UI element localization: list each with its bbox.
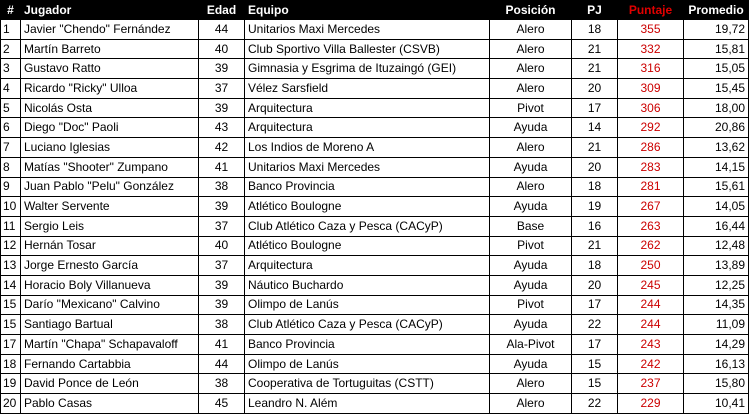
- cell-player: Matías "Shooter" Zumpano: [21, 157, 199, 177]
- cell-player: Hernán Tosar: [21, 236, 199, 256]
- cell-games: 15: [572, 374, 618, 394]
- table-row: [1, 256, 749, 276]
- cell-num: 1: [1, 20, 21, 40]
- cell-player: Martín "Chapa" Schapavaloff: [21, 335, 199, 355]
- cell-age: 45: [199, 394, 245, 414]
- cell-games: 14: [572, 118, 618, 138]
- cell-age: 38: [199, 315, 245, 335]
- table-header: [1, 1, 749, 20]
- cell-points: 316: [618, 59, 684, 79]
- cell-player: Pablo Casas: [21, 394, 199, 414]
- cell-team: Arquitectura: [245, 98, 490, 118]
- cell-team: Olimpo de Lanús: [245, 354, 490, 374]
- cell-games: 21: [572, 138, 618, 158]
- cell-age: 41: [199, 157, 245, 177]
- cell-games: 17: [572, 295, 618, 315]
- cell-games: 18: [572, 20, 618, 40]
- cell-points: 267: [618, 197, 684, 217]
- cell-age: 44: [199, 20, 245, 40]
- cell-player: Fernando Cartabbia: [21, 354, 199, 374]
- cell-num: 10: [1, 197, 21, 217]
- cell-player: David Ponce de León: [21, 374, 199, 394]
- header-games: PJ: [572, 1, 618, 20]
- cell-age: 40: [199, 39, 245, 59]
- cell-player: Santiago Bartual: [21, 315, 199, 335]
- table-row: [1, 59, 749, 79]
- cell-player: Walter Servente: [21, 197, 199, 217]
- cell-points: 245: [618, 275, 684, 295]
- table-row: [1, 157, 749, 177]
- cell-player: Nicolás Osta: [21, 98, 199, 118]
- cell-age: 39: [199, 197, 245, 217]
- cell-points: 262: [618, 236, 684, 256]
- cell-average: 20,86: [684, 118, 749, 138]
- cell-games: 21: [572, 59, 618, 79]
- cell-num: 15: [1, 295, 21, 315]
- table-row: [1, 216, 749, 236]
- cell-games: 22: [572, 394, 618, 414]
- cell-player: Darío "Mexicano" Calvino: [21, 295, 199, 315]
- cell-position: Ayuda: [490, 197, 572, 217]
- cell-games: 18: [572, 256, 618, 276]
- cell-team: Club Atlético Caza y Pesca (CACyP): [245, 216, 490, 236]
- cell-player: Sergio Leis: [21, 216, 199, 236]
- cell-games: 20: [572, 275, 618, 295]
- header-age: Edad: [199, 1, 245, 20]
- cell-team: Unitarios Maxi Mercedes: [245, 20, 490, 40]
- cell-points: 263: [618, 216, 684, 236]
- cell-position: Ayuda: [490, 118, 572, 138]
- cell-average: 13,89: [684, 256, 749, 276]
- header-average: Promedio: [684, 1, 749, 20]
- cell-games: 15: [572, 354, 618, 374]
- cell-team: Banco Provincia: [245, 177, 490, 197]
- cell-age: 43: [199, 118, 245, 138]
- cell-points: 237: [618, 374, 684, 394]
- cell-average: 12,48: [684, 236, 749, 256]
- cell-average: 15,61: [684, 177, 749, 197]
- cell-team: Leandro N. Além: [245, 394, 490, 414]
- cell-num: 12: [1, 236, 21, 256]
- table-row: [1, 236, 749, 256]
- header-points: Puntaje: [618, 1, 684, 20]
- cell-team: Atlético Boulogne: [245, 236, 490, 256]
- cell-num: 20: [1, 394, 21, 414]
- cell-num: 15: [1, 315, 21, 335]
- cell-games: 20: [572, 79, 618, 99]
- cell-num: 5: [1, 98, 21, 118]
- cell-points: 242: [618, 354, 684, 374]
- cell-age: 39: [199, 98, 245, 118]
- cell-position: Ayuda: [490, 315, 572, 335]
- table-row: [1, 39, 749, 59]
- cell-age: 42: [199, 138, 245, 158]
- cell-age: 38: [199, 177, 245, 197]
- table-row: [1, 295, 749, 315]
- cell-average: 14,29: [684, 335, 749, 355]
- cell-player: Javier "Chendo" Fernández: [21, 20, 199, 40]
- cell-team: Vélez Sarsfield: [245, 79, 490, 99]
- table-row: [1, 177, 749, 197]
- cell-age: 44: [199, 354, 245, 374]
- table-body: [1, 20, 749, 414]
- cell-average: 12,25: [684, 275, 749, 295]
- cell-num: 13: [1, 256, 21, 276]
- cell-num: 2: [1, 39, 21, 59]
- cell-games: 20: [572, 157, 618, 177]
- cell-team: Los Indios de Moreno A: [245, 138, 490, 158]
- cell-points: 229: [618, 394, 684, 414]
- table-row: [1, 79, 749, 99]
- cell-num: 19: [1, 374, 21, 394]
- cell-num: 18: [1, 354, 21, 374]
- table-row: [1, 275, 749, 295]
- table-row: [1, 335, 749, 355]
- cell-position: Pivot: [490, 295, 572, 315]
- cell-num: 14: [1, 275, 21, 295]
- header-player: Jugador: [21, 1, 199, 20]
- cell-position: Alero: [490, 394, 572, 414]
- header-num: #: [1, 1, 21, 20]
- cell-position: Ayuda: [490, 275, 572, 295]
- cell-age: 41: [199, 335, 245, 355]
- cell-age: 40: [199, 236, 245, 256]
- table-row: [1, 98, 749, 118]
- cell-team: Arquitectura: [245, 256, 490, 276]
- cell-player: Diego "Doc" Paoli: [21, 118, 199, 138]
- cell-player: Juan Pablo "Pelu" González: [21, 177, 199, 197]
- cell-player: Gustavo Ratto: [21, 59, 199, 79]
- cell-games: 22: [572, 315, 618, 335]
- cell-points: 283: [618, 157, 684, 177]
- cell-points: 244: [618, 295, 684, 315]
- table-row: [1, 354, 749, 374]
- cell-average: 15,81: [684, 39, 749, 59]
- cell-age: 38: [199, 374, 245, 394]
- cell-position: Ayuda: [490, 256, 572, 276]
- cell-average: 15,80: [684, 374, 749, 394]
- cell-games: 21: [572, 236, 618, 256]
- cell-average: 19,72: [684, 20, 749, 40]
- cell-team: Atlético Boulogne: [245, 197, 490, 217]
- cell-average: 18,00: [684, 98, 749, 118]
- cell-points: 292: [618, 118, 684, 138]
- cell-num: 11: [1, 216, 21, 236]
- table-row: [1, 118, 749, 138]
- cell-position: Pivot: [490, 236, 572, 256]
- cell-player: Martín Barreto: [21, 39, 199, 59]
- cell-team: Club Sportivo Villa Ballester (CSVB): [245, 39, 490, 59]
- cell-points: 355: [618, 20, 684, 40]
- header-row: [1, 1, 749, 20]
- cell-position: Ayuda: [490, 354, 572, 374]
- table-row: [1, 20, 749, 40]
- cell-team: Olimpo de Lanús: [245, 295, 490, 315]
- cell-team: Unitarios Maxi Mercedes: [245, 157, 490, 177]
- cell-position: Ayuda: [490, 157, 572, 177]
- cell-age: 37: [199, 256, 245, 276]
- cell-position: Alero: [490, 20, 572, 40]
- cell-team: Náutico Buchardo: [245, 275, 490, 295]
- cell-position: Alero: [490, 177, 572, 197]
- table-row: [1, 394, 749, 414]
- cell-games: 21: [572, 39, 618, 59]
- cell-age: 39: [199, 275, 245, 295]
- cell-team: Club Atlético Caza y Pesca (CACyP): [245, 315, 490, 335]
- cell-points: 332: [618, 39, 684, 59]
- cell-points: 281: [618, 177, 684, 197]
- cell-position: Alero: [490, 59, 572, 79]
- cell-average: 16,13: [684, 354, 749, 374]
- cell-average: 14,05: [684, 197, 749, 217]
- table-row: [1, 315, 749, 335]
- cell-team: Cooperativa de Tortuguitas (CSTT): [245, 374, 490, 394]
- cell-num: 17: [1, 335, 21, 355]
- cell-age: 39: [199, 295, 245, 315]
- cell-average: 14,15: [684, 157, 749, 177]
- cell-average: 15,45: [684, 79, 749, 99]
- header-team: Equipo: [245, 1, 490, 20]
- cell-games: 17: [572, 98, 618, 118]
- cell-position: Alero: [490, 79, 572, 99]
- table-row: [1, 374, 749, 394]
- cell-player: Jorge Ernesto García: [21, 256, 199, 276]
- cell-games: 18: [572, 177, 618, 197]
- cell-position: Base: [490, 216, 572, 236]
- cell-age: 37: [199, 79, 245, 99]
- cell-points: 243: [618, 335, 684, 355]
- cell-average: 14,35: [684, 295, 749, 315]
- cell-games: 16: [572, 216, 618, 236]
- cell-position: Ala-Pivot: [490, 335, 572, 355]
- cell-games: 19: [572, 197, 618, 217]
- cell-age: 37: [199, 216, 245, 236]
- cell-player: Horacio Boly Villanueva: [21, 275, 199, 295]
- table-row: [1, 197, 749, 217]
- cell-position: Pivot: [490, 98, 572, 118]
- cell-games: 17: [572, 335, 618, 355]
- cell-points: 286: [618, 138, 684, 158]
- cell-points: 244: [618, 315, 684, 335]
- cell-points: 306: [618, 98, 684, 118]
- cell-player: Ricardo "Ricky" Ulloa: [21, 79, 199, 99]
- cell-num: 7: [1, 138, 21, 158]
- cell-position: Alero: [490, 138, 572, 158]
- cell-average: 10,41: [684, 394, 749, 414]
- cell-player: Luciano Iglesias: [21, 138, 199, 158]
- cell-num: 6: [1, 118, 21, 138]
- cell-num: 9: [1, 177, 21, 197]
- cell-points: 250: [618, 256, 684, 276]
- cell-points: 309: [618, 79, 684, 99]
- table-row: [1, 138, 749, 158]
- cell-position: Alero: [490, 39, 572, 59]
- cell-average: 11,09: [684, 315, 749, 335]
- cell-average: 16,44: [684, 216, 749, 236]
- cell-team: Banco Provincia: [245, 335, 490, 355]
- cell-average: 13,62: [684, 138, 749, 158]
- header-position: Posición: [490, 1, 572, 20]
- cell-num: 8: [1, 157, 21, 177]
- cell-age: 39: [199, 59, 245, 79]
- cell-team: Gimnasia y Esgrima de Ituzaingó (GEI): [245, 59, 490, 79]
- cell-average: 15,05: [684, 59, 749, 79]
- cell-num: 3: [1, 59, 21, 79]
- cell-team: Arquitectura: [245, 118, 490, 138]
- cell-num: 4: [1, 79, 21, 99]
- cell-position: Alero: [490, 374, 572, 394]
